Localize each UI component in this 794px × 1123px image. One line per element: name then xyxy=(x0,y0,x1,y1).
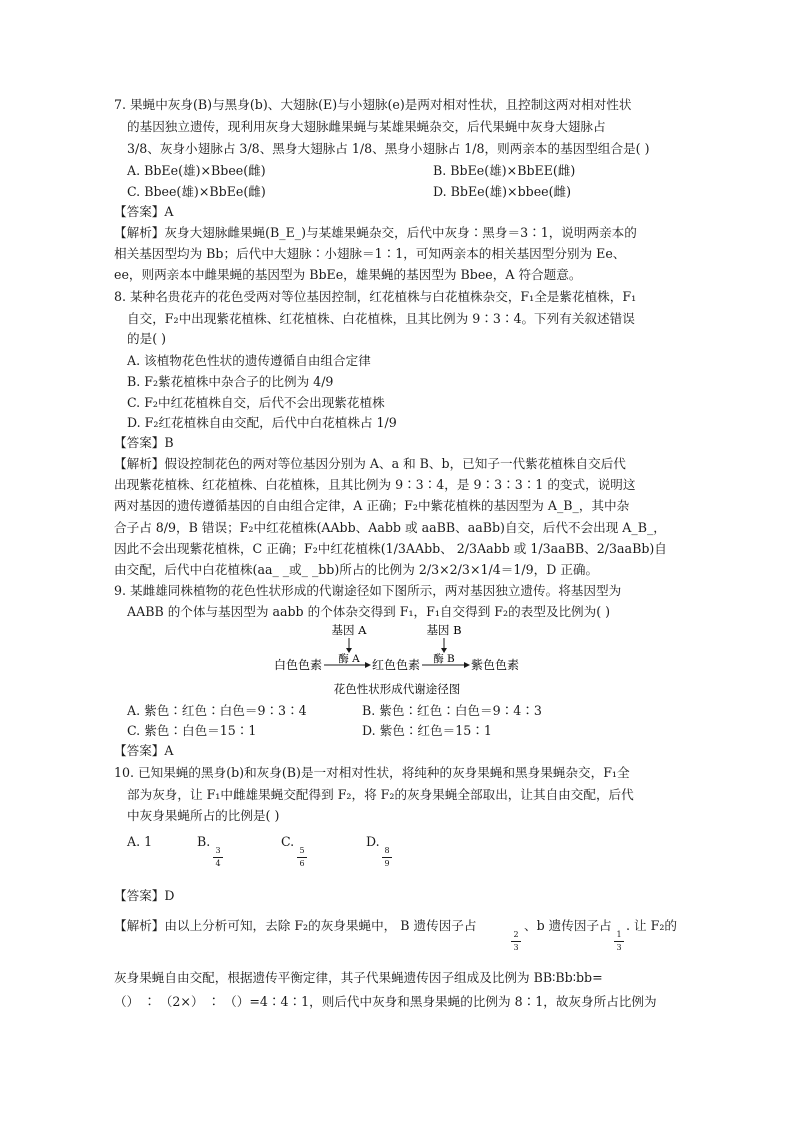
q8-explanation-line-6: 由交配，后代中白花植株(aa_ _或_ _bb)所占的比例为 2/3×2/3×1/4＝1/9，D 正确。 xyxy=(114,562,599,577)
q9-option-a: A. 紫色∶红色∶白色＝9∶3∶4 xyxy=(127,703,307,718)
q7-explanation-line-1: 【解析】灰身大翅脉雌果蝇(B_E_)与某雄果蝇杂交，后代中灰身∶黑身＝3∶1，说明两亲本的 xyxy=(114,225,637,240)
q10-explanation-line-1b: 、b 遗传因子占 xyxy=(524,918,612,933)
fraction-denominator: 3 xyxy=(616,943,622,952)
q8-stem-line-3: 的是( ) xyxy=(127,331,167,346)
q9-answer: 【答案】A xyxy=(114,743,174,758)
q10-option-d-label: D. xyxy=(366,834,380,849)
q8-answer: 【答案】B xyxy=(114,435,174,450)
purple-pigment-label: 紫色色素 xyxy=(471,658,520,672)
q8-option-a: A. 该植物花色性状的遗传遵循自由组合定律 xyxy=(127,353,371,368)
q9-option-b: B. 紫色∶红色∶白色＝9∶4∶3 xyxy=(362,703,542,718)
fraction-numerator: 3 xyxy=(215,846,221,855)
fraction-bar xyxy=(511,941,521,942)
q8-explanation-line-1: 【解析】假设控制花色的两对等位基因分别为 A、a 和 B、b，已知子一代紫花植株自交后代 xyxy=(114,456,626,471)
q7-stem-line-3: 3/8、灰身小翅脉占 3/8、黑身大翅脉占 1/8、黑身小翅脉占 1/8，则两亲本的基因型组合是( ) xyxy=(127,141,650,156)
q8-option-b: B. F₂紫花植株中杂合子的比例为 4/9 xyxy=(127,374,334,389)
q8-option-c: C. F₂中红花植株自交，后代不会出现紫花植株 xyxy=(127,395,385,410)
q8-explanation-line-3: 两对基因的遗传遵循基因的自由组合定律，A 正确；F₂中紫花植株的基因型为 A_B_，其中杂 xyxy=(114,498,630,513)
q10-option-c-fraction xyxy=(297,846,307,869)
q8-stem-line-1: 8. 某种名贵花卉的花色受两对等位基因控制，红花植株与白花植株杂交，F₁全是紫花植株，F₁ xyxy=(114,289,637,304)
q7-explanation-line-3: ee，则两亲本中雌果蝇的基因型为 BbEe，雄果蝇的基因型为 Bbee，A 符合题意。 xyxy=(114,267,582,282)
q7-option-d: D. BbEe(雄)×bbee(雌) xyxy=(433,184,572,199)
fraction-bar xyxy=(614,941,624,942)
q10-b-factor-fraction xyxy=(511,930,521,953)
q10-option-c-label: C. xyxy=(281,834,295,849)
red-pigment-label: 红色色素 xyxy=(372,658,421,672)
white-to-red-arrowhead xyxy=(365,662,371,668)
q8-option-d: D. F₂红花植株自由交配，后代中白花植株占 1/9 xyxy=(127,415,397,430)
fraction-bar xyxy=(297,857,307,858)
q7-option-b: B. BbEe(雄)×BbEE(雌) xyxy=(433,163,576,178)
q10-small-b-factor-fraction xyxy=(614,930,624,953)
white-pigment-label: 白色色素 xyxy=(274,658,323,672)
q10-explanation-line-1a: 【解析】由以上分析可知，去除 F₂的灰身果蝇中， B 遗传因子占 xyxy=(114,918,477,933)
q10-stem-line-1: 10. 已知果蝇的黑身(b)和灰身(B)是一对相对性状，将纯种的灰身果蝇和黑身果蝇杂交，F₁全 xyxy=(114,765,630,780)
fraction-bar xyxy=(382,857,392,858)
q10-option-d-fraction xyxy=(382,846,392,869)
fraction-denominator: 6 xyxy=(299,859,305,868)
q8-explanation-line-4: 合子占 8/9，B 错误；F₂中红花植株(AAbb、Aabb 或 aaBB、aaBb)自交，后代不会出现 A_B_， xyxy=(114,520,666,535)
q7-answer: 【答案】A xyxy=(114,204,174,219)
q8-explanation-line-2: 出现紫花植株、红花植株、白花植株，且其比例为 9∶3∶4，是 9∶3∶3∶1 的变式，说明这 xyxy=(114,477,636,492)
q9-stem-line-1: 9. 某雌雄同株植物的花色性状形成的代谢途径如下图所示，两对基因独立遗传。将基因型为 xyxy=(114,583,622,598)
q9-stem-line-2: AABB 的个体与基因型为 aabb 的个体杂交得到 F₁，F₁自交得到 F₂的表型及比例为( ) xyxy=(127,604,611,619)
fraction-denominator: 4 xyxy=(215,859,221,868)
q7-stem-line-2: 的基因独立遗传，现利用灰身大翅脉雌果蝇与某雄果蝇杂交，后代果蝇中灰身大翅脉占 xyxy=(127,119,606,134)
gene-b-label: 基因 B xyxy=(426,623,462,637)
fraction-numerator: 5 xyxy=(299,846,305,855)
q10-stem-line-2: 部为灰身，让 F₁中雌雄果蝇交配得到 F₂，将 F₂的灰身果蝇全部取出，让其自由交配，后代 xyxy=(127,787,634,802)
q10-option-b-label: B. xyxy=(197,834,211,849)
q9-option-c: C. 紫色∶白色＝15∶1 xyxy=(127,723,257,738)
fraction-numerator: 8 xyxy=(384,846,390,855)
enzyme-b-label: 酶 B xyxy=(433,653,455,665)
q8-explanation-line-5: 因此不会出现紫花植株，C 正确；F₂中红花植株(1/3AAbb、 2/3Aabb 或 1/3aaBB、2/3aaBb)自 xyxy=(114,541,667,556)
gene-a-label: 基因 A xyxy=(331,623,367,637)
q10-explanation-line-2: 灰身果蝇自由交配，根据遗传平衡定律，其子代果蝇遗传因子组成及比例为 BB∶Bb∶bb= xyxy=(114,970,603,985)
fraction-denominator: 3 xyxy=(513,943,519,952)
fraction-numerator: 1 xyxy=(616,930,622,939)
q10-explanation-line-1c: . 让 F₂的 xyxy=(626,918,677,933)
red-to-purple-arrowhead xyxy=(464,662,470,668)
q7-option-a: A. BbEe(雄)×Bbee(雌) xyxy=(127,163,266,178)
q7-stem-line-1: 7. 果蝇中灰身(B)与黑身(b)、大翅脉(E)与小翅脉(e)是两对相对性状，且控制这两对相对性状 xyxy=(114,97,632,112)
q7-explanation-line-2: 相关基因型均为 Bb；后代中大翅脉∶小翅脉＝1∶1，可知两亲本的相关基因型分别为 Ee、 xyxy=(114,246,626,261)
q10-option-a: A. 1 xyxy=(127,834,153,849)
pathway-diagram xyxy=(262,618,532,698)
q10-stem-line-3: 中灰身果蝇所占的比例是( ) xyxy=(127,808,280,823)
q10-option-b-fraction xyxy=(213,846,223,869)
fraction-denominator: 9 xyxy=(384,859,390,868)
q8-stem-line-2: 自交，F₂中出现紫花植株、红花植株、白花植株，且其比例为 9∶3∶4。下列有关叙述错误 xyxy=(127,311,635,326)
fraction-bar xyxy=(213,857,223,858)
enzyme-a-label: 酶 A xyxy=(338,653,360,665)
q7-option-c: C. Bbee(雄)×BbEe(雌) xyxy=(127,184,266,199)
diagram-caption: 花色性状形成代谢途径图 xyxy=(333,682,461,696)
q9-option-d: D. 紫色∶红色＝15∶1 xyxy=(362,723,492,738)
fraction-numerator: 2 xyxy=(513,930,519,939)
q10-answer: 【答案】D xyxy=(114,888,175,903)
q10-explanation-line-3: （） ∶ （2×） ∶ （）=4∶4∶1，则后代中灰身和黑身果蝇的比例为 8∶1，故灰身所占比例为 xyxy=(114,994,657,1009)
